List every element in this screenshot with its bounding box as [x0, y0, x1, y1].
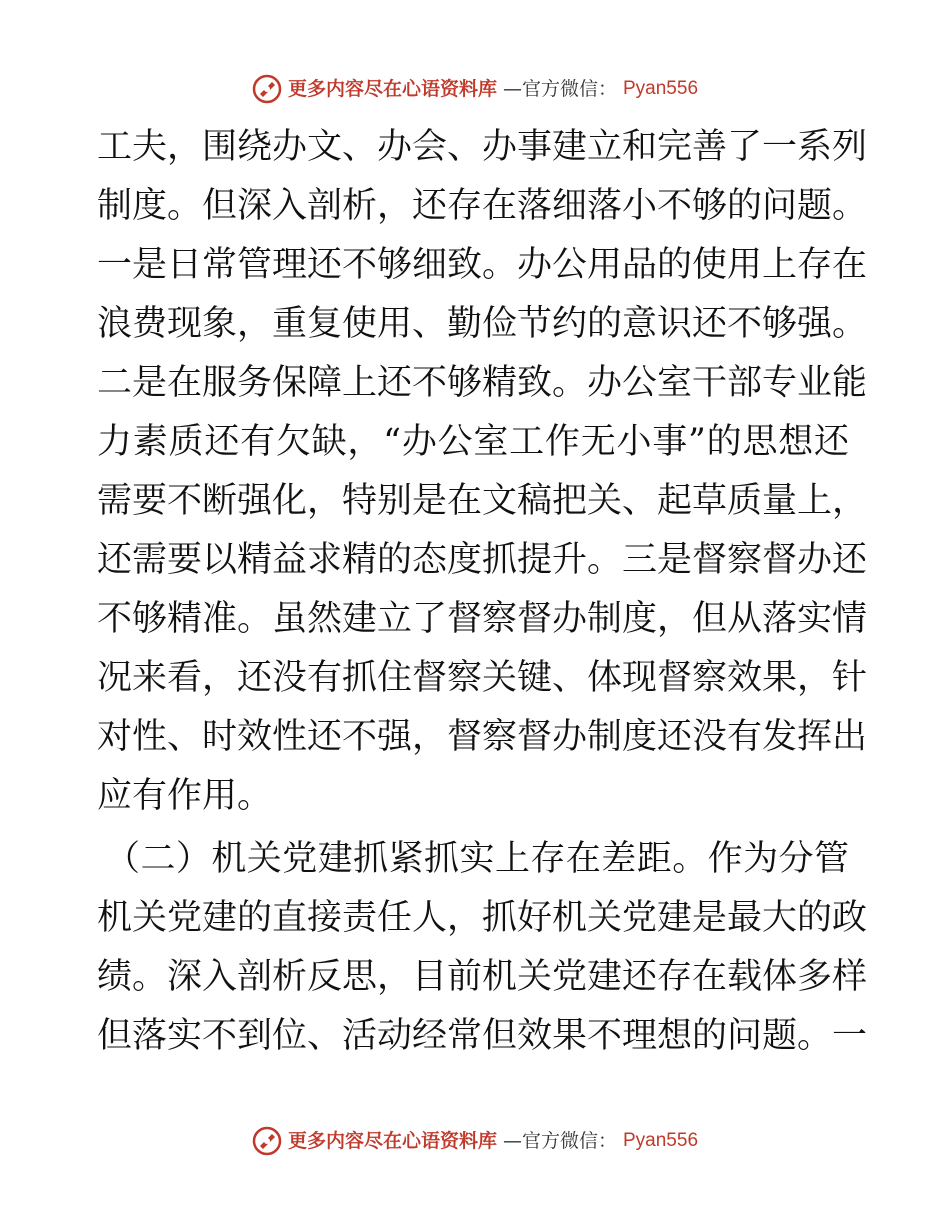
header-watermark: [0, 74, 950, 104]
text-line: 浪费现象，重复使用、勤俭节约的意识还不够强。: [97, 304, 868, 344]
text-line: 一是日常管理还不够细致。办公用品的使用上存在: [97, 245, 868, 285]
brand-logo-icon: [252, 1126, 282, 1156]
section-heading-line: （二）机关党建抓紧抓实上存在差距。作为分管: [105, 839, 849, 879]
text-line: 绩。深入剖析反思，目前机关党建还存在载体多样: [97, 957, 868, 997]
paragraph-1: [97, 118, 868, 826]
brand-logo-icon: [252, 74, 282, 104]
text-line: 况来看，还没有抓住督察关键、体现督察效果，针: [97, 658, 868, 698]
text-line: 力素质还有欠缺，“办公室工作无小事”的思想还: [97, 422, 849, 462]
watermark-brand-text: 更多内容尽在心语资料库: [287, 1130, 497, 1152]
watermark-wechat-id: Pyan556: [623, 1130, 699, 1151]
text-line: 不够精准。虽然建立了督察督办制度，但从落实情: [97, 599, 868, 639]
text-line: 工夫，围绕办文、办会、办事建立和完善了一系列: [97, 127, 868, 167]
text-line: 还需要以精益求精的态度抓提升。三是督察督办还: [97, 540, 868, 580]
text-line: 应有作用。: [97, 776, 273, 816]
watermark-official-label: —官方微信：: [502, 1130, 617, 1152]
watermark-wechat-id: Pyan556: [623, 78, 699, 99]
text-line: 需要不断强化，特别是在文稿把关、起草质量上，: [97, 481, 868, 521]
text-line: 但落实不到位、活动经常但效果不理想的问题。一: [97, 1016, 868, 1056]
text-line: 对性、时效性还不强，督察督办制度还没有发挥出: [97, 717, 868, 757]
watermark-brand-text: 更多内容尽在心语资料库: [287, 78, 497, 100]
footer-watermark: [0, 1126, 950, 1156]
text-line: 机关党建的直接责任人，抓好机关党建是最大的政: [97, 898, 868, 938]
text-line: 制度。但深入剖析，还存在落细落小不够的问题。: [97, 186, 868, 226]
document-body: [97, 118, 868, 1066]
paragraph-2: [97, 830, 868, 1066]
watermark-official-label: —官方微信：: [502, 78, 617, 100]
text-line: 二是在服务保障上还不够精致。办公室干部专业能: [97, 363, 868, 403]
